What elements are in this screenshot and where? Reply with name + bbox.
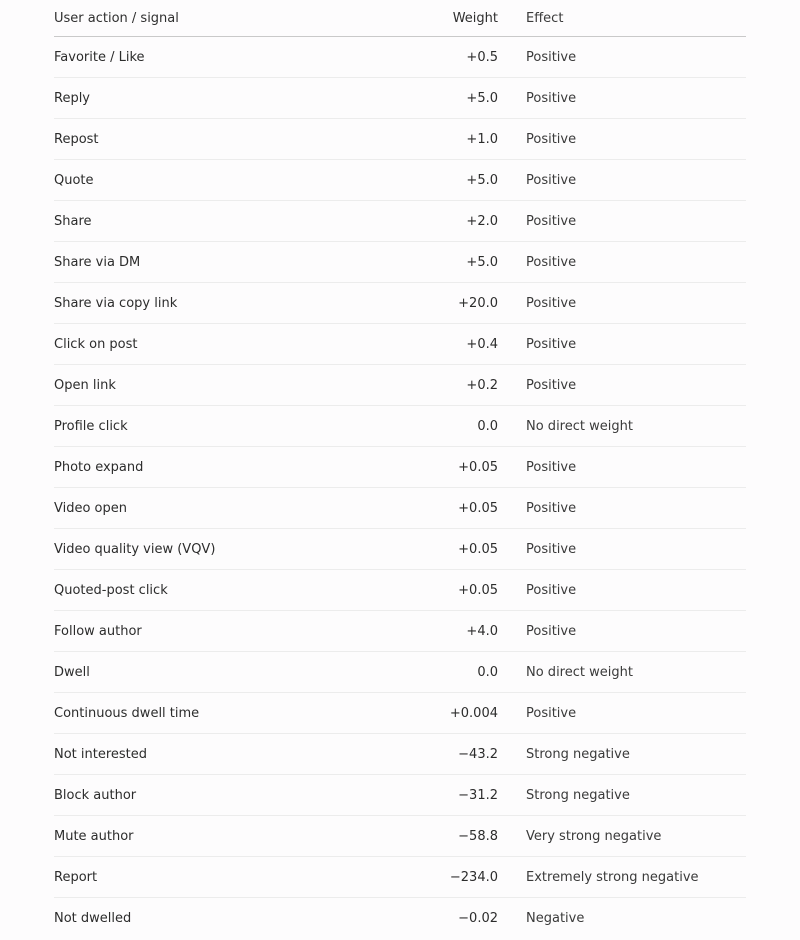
action-cell: Not interested <box>54 734 416 775</box>
effect-cell: Positive <box>498 37 746 78</box>
weight-cell: +5.0 <box>416 242 498 283</box>
weight-cell: −31.2 <box>416 775 498 816</box>
action-cell: Favorite / Like <box>54 37 416 78</box>
action-cell: Share via copy link <box>54 283 416 324</box>
effect-cell: Positive <box>498 447 746 488</box>
effect-cell: Positive <box>498 693 746 734</box>
effect-cell: Positive <box>498 119 746 160</box>
table-row <box>54 488 746 529</box>
table-row <box>54 283 746 324</box>
weight-cell: +2.0 <box>416 201 498 242</box>
effect-cell: Extremely strong negative <box>498 857 746 898</box>
effect-cell: Positive <box>498 201 746 242</box>
effect-cell: Strong negative <box>498 734 746 775</box>
table-row <box>54 324 746 365</box>
table-row <box>54 119 746 160</box>
weight-cell: −58.8 <box>416 816 498 857</box>
header-weight: Weight <box>416 0 498 37</box>
table-row <box>54 78 746 119</box>
action-cell: Click on post <box>54 324 416 365</box>
table-row <box>54 775 746 816</box>
effect-cell: Positive <box>498 242 746 283</box>
weight-cell: +5.0 <box>416 78 498 119</box>
table-row <box>54 201 746 242</box>
action-cell: Continuous dwell time <box>54 693 416 734</box>
action-cell: Repost <box>54 119 416 160</box>
table-body <box>54 37 746 939</box>
weight-cell: 0.0 <box>416 652 498 693</box>
weight-cell: +0.05 <box>416 529 498 570</box>
table-row <box>54 242 746 283</box>
table-header <box>54 0 746 37</box>
effect-cell: Very strong negative <box>498 816 746 857</box>
table-row <box>54 160 746 201</box>
table-row <box>54 529 746 570</box>
effect-cell: Negative <box>526 910 585 926</box>
weight-cell: +0.4 <box>416 324 498 365</box>
weight-cell: −43.2 <box>416 734 498 775</box>
action-cell: Follow author <box>54 611 416 652</box>
effect-cell: Positive <box>498 365 746 406</box>
table-row <box>54 447 746 488</box>
action-cell: Video open <box>54 488 416 529</box>
effect-cell: Positive <box>498 78 746 119</box>
action-cell: Video quality view (VQV) <box>54 529 416 570</box>
weight-cell: +0.004 <box>416 693 498 734</box>
table-row <box>54 816 746 857</box>
table-row <box>54 570 746 611</box>
weight-cell: +1.0 <box>416 119 498 160</box>
signal-weights-table-container <box>54 0 746 938</box>
header-row <box>54 0 746 37</box>
action-cell: Dwell <box>54 652 416 693</box>
table-row <box>54 734 746 775</box>
action-cell: Quoted-post click <box>54 570 416 611</box>
weight-cell: −0.02 <box>458 910 498 926</box>
weight-cell: −234.0 <box>416 857 498 898</box>
action-cell: Block author <box>54 775 416 816</box>
weight-cell: +4.0 <box>416 611 498 652</box>
weight-cell: +0.5 <box>416 37 498 78</box>
table-row <box>54 406 746 447</box>
weight-cell: +5.0 <box>416 160 498 201</box>
action-cell: Mute author <box>54 816 416 857</box>
effect-cell: Strong negative <box>498 775 746 816</box>
effect-cell: Positive <box>498 283 746 324</box>
effect-cell: Positive <box>498 488 746 529</box>
action-cell: Profile click <box>54 406 416 447</box>
weight-cell: +0.05 <box>416 488 498 529</box>
weight-cell: 0.0 <box>416 406 498 447</box>
effect-cell: Positive <box>498 570 746 611</box>
table-row <box>54 365 746 406</box>
action-cell: Share <box>54 201 416 242</box>
effect-cell: Positive <box>498 529 746 570</box>
effect-cell: Positive <box>498 611 746 652</box>
table-row <box>54 898 746 939</box>
weight-cell: +20.0 <box>416 283 498 324</box>
table-row <box>54 693 746 734</box>
action-cell: Open link <box>54 365 416 406</box>
action-cell: Report <box>54 857 416 898</box>
weight-cell: +0.05 <box>416 570 498 611</box>
action-cell: Share via DM <box>54 242 416 283</box>
effect-cell: No direct weight <box>498 652 746 693</box>
table-row <box>54 611 746 652</box>
effect-cell: Positive <box>498 160 746 201</box>
action-cell: Photo expand <box>54 447 416 488</box>
table-row <box>54 652 746 693</box>
header-effect: Effect <box>498 0 746 37</box>
signal-weights-table <box>54 0 746 938</box>
weight-cell: +0.2 <box>416 365 498 406</box>
header-action: User action / signal <box>54 0 416 37</box>
action-cell: Reply <box>54 78 416 119</box>
table-row <box>54 37 746 78</box>
effect-cell: No direct weight <box>498 406 746 447</box>
weight-cell: +0.05 <box>416 447 498 488</box>
action-cell: Not dwelled <box>54 910 132 926</box>
table-row <box>54 857 746 898</box>
effect-cell: Positive <box>498 324 746 365</box>
action-cell: Quote <box>54 160 416 201</box>
